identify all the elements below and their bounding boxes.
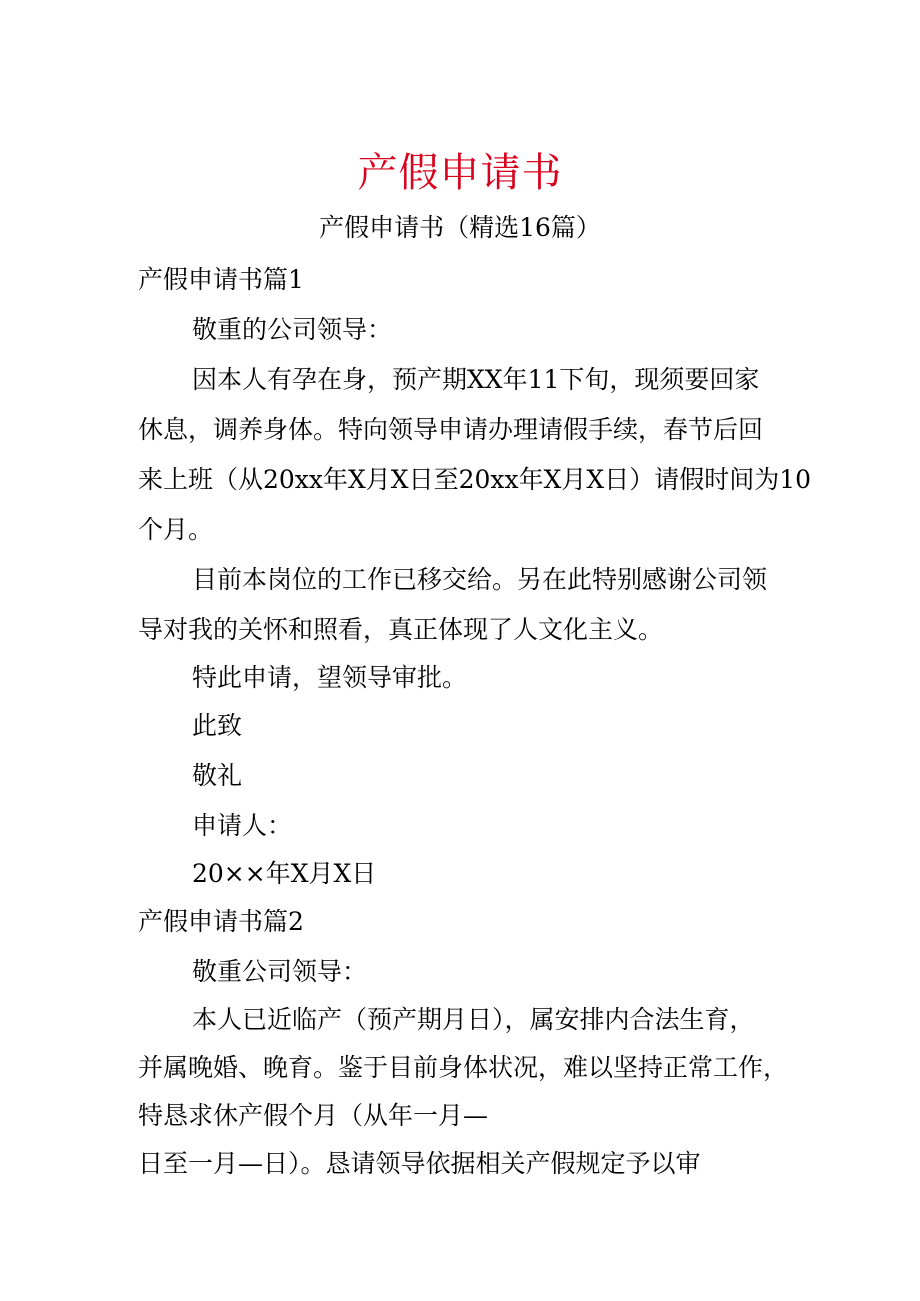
applicant-label: 申请人：: [192, 811, 293, 840]
closing-request: 特此申请，望领导审批。: [192, 663, 468, 692]
closing-salute: 敬礼: [192, 761, 243, 790]
section-heading-1: 产假申请书篇1: [138, 265, 304, 294]
document-subtitle: 产假申请书（精选16篇）: [319, 213, 601, 242]
salutation-2: 敬重公司领导：: [192, 957, 368, 986]
salutation-1: 敬重的公司领导：: [192, 315, 393, 344]
paragraph-line: 个月。: [138, 515, 214, 544]
application-date: 20××年X月X日: [192, 859, 377, 888]
closing-regards: 此致: [192, 711, 243, 740]
paragraph-line: 导对我的关怀和照看，真正体现了人文化主义。: [138, 615, 664, 644]
paragraph-line: 来上班（从20xx年X月X日至20xx年X月X日）请假时间为10: [138, 465, 812, 494]
paragraph-line: 特恳求休产假个月（从年一月—: [138, 1101, 489, 1130]
section-heading-2: 产假申请书篇2: [138, 907, 304, 936]
paragraph-line: 并属晚婚、晚育。鉴于目前身体状况，难以坚持正常工作，: [138, 1053, 789, 1082]
paragraph-line: 日至一月—日）。恳请领导依据相关产假规定予以审: [138, 1149, 701, 1178]
document-title: 产假申请书: [357, 150, 563, 196]
paragraph-line: 因本人有孕在身，预产期XX年11下旬，现须要回家: [192, 365, 760, 394]
paragraph-line: 本人已近临产（预产期月日），属安排内合法生育，: [192, 1005, 755, 1034]
paragraph-line: 目前本岗位的工作已移交给。另在此特别感谢公司领: [192, 565, 768, 594]
paragraph-line: 休息，调养身体。特向领导申请办理请假手续，春节后回: [138, 415, 764, 444]
